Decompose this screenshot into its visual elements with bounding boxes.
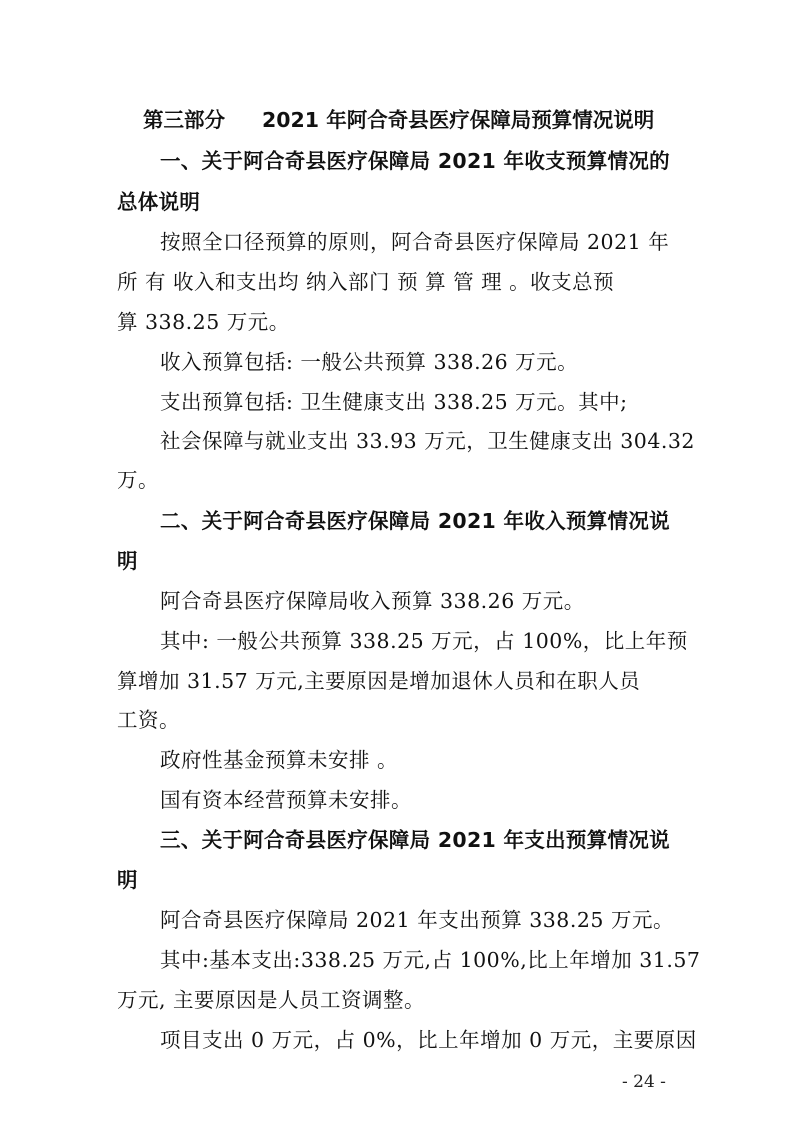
section2-capital-budget: 国有资本经营预算未安排。 <box>160 788 412 812</box>
section3-paragraph: 阿合奇县医疗保障局 2021 年支出预算 338.25 万元。 <box>160 908 674 932</box>
section2-paragraph: 阿合奇县医疗保障局收入预算 338.26 万元。 <box>160 589 585 613</box>
section2-heading-cont: 明 <box>117 549 138 573</box>
page-title: 2021 年阿合奇县医疗保障局预算情况说明 <box>262 108 655 132</box>
section3-heading: 三、关于阿合奇县医疗保障局 2021 年支出预算情况说 <box>160 828 670 852</box>
section2-fund-budget: 政府性基金预算未安排 。 <box>160 748 399 772</box>
section2-paragraph: 工资。 <box>117 708 180 732</box>
section2-heading: 二、关于阿合奇县医疗保障局 2021 年收入预算情况说 <box>160 509 670 533</box>
section1-income-budget: 收入预算包括: 一般公共预算 338.26 万元。 <box>160 350 579 374</box>
section1-heading: 一、关于阿合奇县医疗保障局 2021 年收支预算情况的 <box>160 149 670 173</box>
section1-paragraph: 算 338.25 万元。 <box>117 310 290 334</box>
page-number: - 24 - <box>622 1072 666 1092</box>
title-part-label: 第三部分 <box>143 108 225 132</box>
section3-heading-cont: 明 <box>117 868 138 892</box>
section2-paragraph: 算增加 31.57 万元,主要原因是增加退休人员和在职人员 <box>117 669 641 693</box>
section3-paragraph: 其中:基本支出:338.25 万元,占 100%,比上年增加 31.57 <box>160 948 701 972</box>
section1-expense-budget: 支出预算包括: 卫生健康支出 338.25 万元。其中; <box>160 390 628 414</box>
section1-heading-cont: 总体说明 <box>117 190 201 214</box>
section1-expense-detail: 万。 <box>117 468 159 492</box>
section1-expense-detail: 社会保障与就业支出 33.93 万元，卫生健康支出 304.32 <box>160 429 695 453</box>
section1-paragraph: 按照全口径预算的原则，阿合奇县医疗保障局 2021 年 <box>160 230 670 254</box>
section2-paragraph: 其中: 一般公共预算 338.25 万元，占 100%，比上年预 <box>160 629 688 653</box>
section3-paragraph: 万元, 主要原因是人员工资调整。 <box>117 988 426 1012</box>
section1-paragraph: 所 有 收入和支出均 纳入部门 预 算 管 理 。收支总预 <box>117 270 615 294</box>
section3-project-expense: 项目支出 0 万元，占 0%，比上年增加 0 万元，主要原因 <box>160 1028 697 1052</box>
